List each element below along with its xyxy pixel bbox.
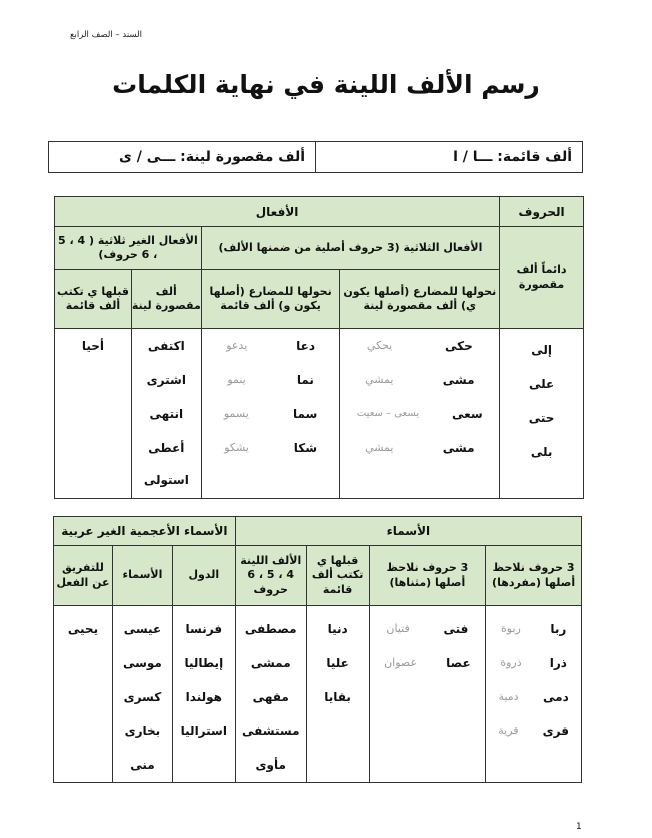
list-item-mudari: يحكي (366, 339, 393, 352)
list-item: عليا (326, 656, 349, 670)
distinguish-list (54, 606, 113, 783)
list-item: اكتفى (147, 339, 185, 353)
list-item: مصطفى (244, 622, 297, 636)
list-item: قرى (542, 724, 569, 738)
list-item: هولندا (185, 690, 222, 704)
list-item: حتى (528, 411, 555, 425)
list-item-origin: دمية (498, 690, 519, 703)
list-item: مشى (442, 441, 475, 455)
list-item: مستشفى (241, 724, 300, 738)
countries-header: الدول (172, 546, 235, 606)
mudari-waw-list (201, 329, 340, 499)
list-item: ربا (550, 622, 567, 636)
list-item-mudari: يسعى – سعيت (356, 408, 420, 419)
list-item: سعى (452, 407, 483, 421)
singular-list (486, 606, 582, 783)
list-item-origin: ذروة (500, 656, 522, 669)
before-ya-header: قبلها ي تكتب ألف قائمة (55, 270, 132, 329)
list-item: دعا (296, 339, 315, 353)
list-item: مشى (442, 373, 475, 387)
list-item: شكا (293, 441, 317, 455)
list-item: مأوى (255, 758, 286, 772)
list-item: فرنسا (185, 622, 223, 636)
list-item-origin: فتيان (386, 622, 410, 635)
countries-list (172, 606, 235, 783)
list-item: دنيا (327, 622, 348, 636)
list-item: انتهى (149, 407, 184, 421)
list-item: نما (296, 373, 314, 387)
list-item: إيطاليا (184, 656, 224, 670)
list-item: عصا (446, 656, 471, 670)
mudari-ya-header: نحولها للمضارع (أصلها يكون ي) ألف مقصورة لينة (340, 270, 500, 329)
alef-lina-list (235, 606, 306, 783)
alef-types-box (48, 141, 583, 173)
list-item: ذرا (549, 656, 567, 670)
triple-verbs-header: الأفعال الثلاثية (3 حروف أصلية من ضمنها الألف) (201, 227, 499, 270)
always-maqsura-header: دائماً ألف مقصورة (500, 227, 584, 329)
page-number: 1 (576, 822, 582, 832)
mudari-ya-list (340, 329, 500, 499)
names-header: الأسماء (112, 546, 172, 606)
before-ya-header: قبلها ي تكتب ألف قائمة (306, 546, 369, 606)
list-item: إلى (531, 343, 552, 357)
distinguish-header: للتفريق عن الفعل (54, 546, 113, 606)
header-label: السند – الصف الرابع (70, 30, 142, 40)
nouns-table (53, 516, 582, 783)
list-item-origin: قرية (498, 724, 519, 737)
mudari-waw-header: نحولها للمضارع (أصلها يكون و) ألف قائمة (201, 270, 340, 329)
list-item-origin: عصوان (384, 656, 418, 669)
list-item-mudari: يمشي (365, 441, 394, 454)
names-list (112, 606, 172, 783)
list-item: موسى (122, 656, 162, 670)
list-item: عيسى (123, 622, 162, 636)
list-item-mudari: يمشي (365, 373, 394, 386)
alef-qaima-cell: ألف قائمة: ـــا / ا (316, 142, 583, 173)
list-item: استراليا (180, 724, 227, 738)
list-item: استولى (143, 473, 189, 487)
page-title: رسم الألف اللينة في نهاية الكلمات (112, 70, 540, 99)
nontriple-verbs-header: الأفعال الغير ثلاثية ( 4 ، 5 ، 6 حروف) (55, 227, 202, 270)
list-item-mudari: يدعو (226, 339, 248, 352)
list-item: اشترى (146, 373, 186, 387)
list-item: على (528, 377, 555, 391)
list-item: حكى (445, 339, 473, 353)
list-item-mudari: يسمو (223, 407, 249, 420)
before-ya-list (306, 606, 369, 783)
dual-list (369, 606, 486, 783)
maqsura-lina-header: ألف مقصورة لينة (131, 270, 201, 329)
list-item: منى (130, 758, 155, 772)
list-item: أحيا (81, 339, 105, 353)
foreign-nouns-header: الأسماء الأعجمية الغير عربية (54, 517, 236, 546)
before-ya-list (55, 329, 132, 499)
list-item-mudari: ينمو (227, 373, 246, 386)
list-item: يحيى (67, 622, 99, 636)
list-item: كسرى (123, 690, 162, 704)
list-item: بخارى (124, 724, 161, 738)
verbs-header: الأفعال (55, 197, 500, 227)
list-item: دمى (543, 690, 569, 704)
letters-header: الحروف (500, 197, 584, 227)
alef-lina-header: الألف اللينة 4 ، 5 ، 6 حروف (235, 546, 306, 606)
maqsura-lina-list (131, 329, 201, 499)
verbs-table (54, 196, 584, 499)
list-item: سما (292, 407, 318, 421)
list-item: فتى (443, 622, 469, 636)
singular-header: 3 حروف نلاحظ أصلها (مفردها) (486, 546, 582, 606)
list-item-origin: ربوة (501, 622, 521, 635)
dual-header: 3 حروف نلاحظ أصلها (مثناها) (369, 546, 486, 606)
list-item: بلى (530, 445, 553, 459)
list-item-mudari: يشكو (224, 441, 249, 454)
list-item: أعطى (148, 441, 185, 455)
list-item: بقايا (324, 690, 351, 704)
nouns-header: الأسماء (235, 517, 581, 546)
list-item: مقهى (252, 690, 289, 704)
alef-maqsura-cell: ألف مقصورة لينة: ـــى / ى (49, 142, 316, 173)
list-item: ممشى (250, 656, 291, 670)
always-maqsura-list (500, 329, 584, 499)
